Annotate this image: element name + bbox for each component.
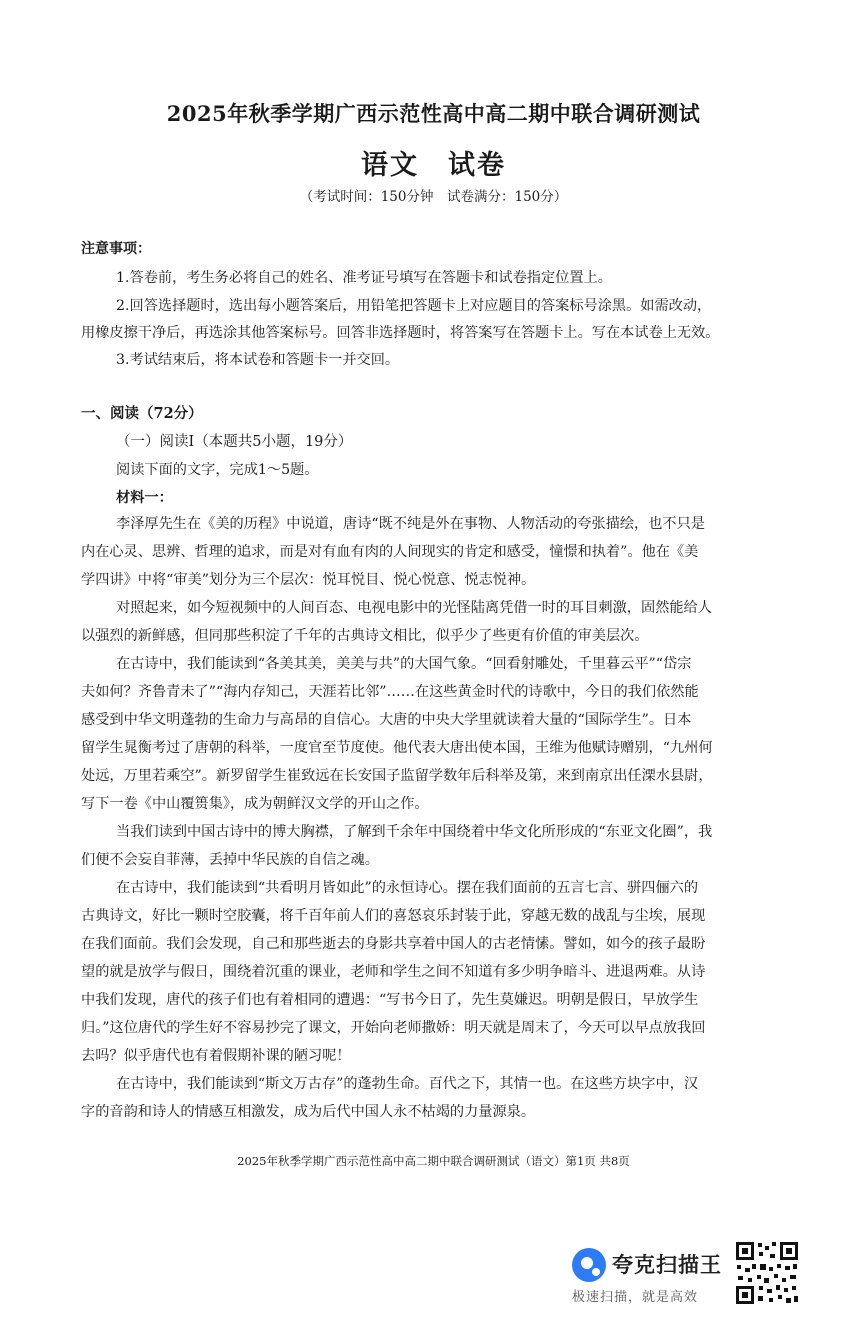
- body-line: 写下一卷《中山覆篑集》，成为朝鲜汉文学的开山之作。: [81, 796, 429, 812]
- reading-instruction: 阅读下面的文字，完成1～5题。: [116, 462, 319, 478]
- scanner-watermark: [572, 1246, 732, 1306]
- page-footer: 2025年秋季学期广西示范性高中高二期中联合调研测试（语文）第1页 共8页: [237, 1154, 630, 1168]
- body-line: 对照起来，如今短视频中的人间百态、电视电影中的光怪陆离凭借一时的耳目刺激，固然能给人: [116, 600, 712, 616]
- notice-line: 1.答卷前，考生务必将自己的姓名、准考证号填写在答题卡和试卷指定位置上。: [116, 270, 612, 286]
- body-line: 中我们发现，唐代的孩子们也有着相同的遭遇：“写书今日了，先生莫嫌迟。明朝是假日，早放学生: [81, 992, 699, 1008]
- brand-name: 夸克扫描王: [612, 1253, 722, 1277]
- body-line: 以强烈的新鲜感，但同那些积淀了千年的古典诗文相比，似乎少了些更有价值的审美层次。: [81, 628, 649, 644]
- body-line: 内在心灵、思辨、哲理的追求，而是对有血有肉的人间现实的肯定和感受，憧憬和执着”。他在《美: [81, 544, 699, 560]
- body-line: 在古诗中，我们能读到“斯文万古存”的蓬勃生命。百代之下，其情一也。在这些方块字中，汉: [116, 1076, 699, 1092]
- exam-time-info: （考试时间：150分钟 试卷满分：150分）: [299, 189, 568, 205]
- body-line: 在我们面前。我们会发现，自己和那些逝去的身影共享着中国人的古老情愫。譬如，如今的孩子最盼: [81, 936, 706, 952]
- brand-slogan: 极速扫描，就是高效: [572, 1290, 699, 1305]
- body-line: 望的就是放学与假日，围绕着沉重的课业，老师和学生之间不知道有多少明争暗斗、进退两难。从诗: [81, 964, 706, 980]
- body-line: 夫如何？齐鲁青未了”“海内存知己，天涯若比邻”……在这些黄金时代的诗歌中，今日的我们依然能: [81, 684, 699, 700]
- body-line: 归。”这位唐代的学生好不容易抄完了课文，开始向老师撒娇：明天就是周末了，今天可以早点放我回: [81, 1020, 706, 1036]
- body-line: 感受到中华文明蓬勃的生命力与高昂的自信心。大唐的中央大学里就读着大量的“国际学生”。日本: [81, 712, 692, 728]
- body-line: 古典诗文，好比一颗时空胶囊，将千百年前人们的喜怒哀乐封装于此，穿越无数的战乱与尘埃，展现: [81, 908, 706, 924]
- body-line: 字的音韵和诗人的情感互相激发，成为后代中国人永不枯竭的力量源泉。: [81, 1104, 536, 1120]
- section-heading: 一、阅读（72分）: [81, 405, 203, 422]
- qr-code-icon: [734, 1240, 800, 1306]
- body-line: 处远，万里若乘空”。新罗留学生崔致远在长安国子监留学数年后科举及第，来到南京出任溧水县尉，: [81, 768, 713, 784]
- exam-subject: 语文 试卷: [361, 150, 506, 181]
- notice-line: 用橡皮擦干净后，再选涂其他答案标号。回答非选择题时，将答案写在答题卡上。写在本试卷上无效。: [81, 325, 720, 341]
- exam-title: 2025年秋季学期广西示范性高中高二期中联合调研测试: [166, 101, 701, 126]
- subsection-heading: （一）阅读Ⅰ（本题共5小题，19分）: [116, 434, 353, 450]
- body-line: 学四讲》中将“审美”划分为三个层次：悦耳悦目、悦心悦意、悦志悦神。: [81, 572, 536, 588]
- notice-line: 2.回答选择题时，选出每小题答案后，用铅笔把答题卡上对应题目的答案标号涂黑。如需改动，: [116, 298, 712, 314]
- body-line: 留学生晁衡考过了唐朝的科举，一度官至节度使。他代表大唐出使本国，王维为他赋诗赠别，“九州何: [81, 740, 713, 756]
- quark-logo-icon: [572, 1248, 606, 1282]
- body-line: 当我们读到中国古诗中的博大胸襟，了解到千余年中国绕着中华文化所形成的“东亚文化圈”，我: [116, 824, 713, 840]
- body-line: 李泽厚先生在《美的历程》中说道，唐诗“既不纯是外在事物、人物活动的夸张描绘，也不只是: [116, 516, 705, 532]
- notice-heading: 注意事项：: [81, 241, 151, 257]
- body-line: 在古诗中，我们能读到“共看明月皆如此”的永恒诗心。摆在我们面前的五言七言、骈四俪六的: [116, 880, 699, 896]
- body-line: 们便不会妄自菲薄，丢掉中华民族的自信之魂。: [81, 852, 379, 868]
- body-line: 在古诗中，我们能读到“各美其美，美美与共”的大国气象。“回看射雕处，千里暮云平”“岱宗: [116, 656, 692, 672]
- body-line: 去吗？似乎唐代也有着假期补课的陋习呢！: [81, 1048, 351, 1064]
- material-label: 材料一：: [116, 490, 173, 506]
- notice-line: 3.考试结束后，将本试卷和答题卡一并交回。: [116, 352, 400, 368]
